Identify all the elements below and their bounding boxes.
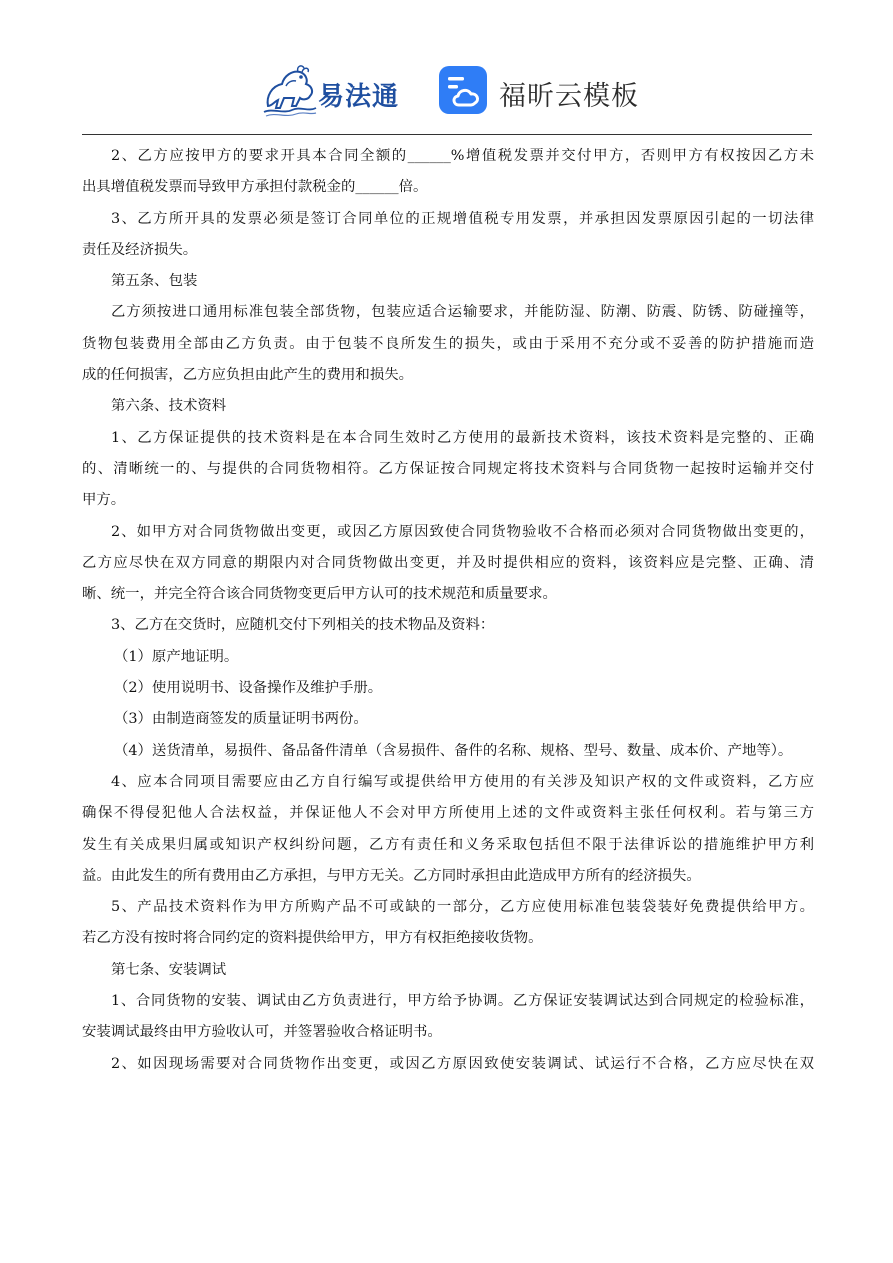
text-line: 货物包装费用全部由乙方负责。由于包装不良所发生的损失，或由于采用不充分或不妥善的防护措施而造 [82,335,814,352]
text-line: 乙方应尽快在双方同意的期限内对合同货物做出变更，并及时提供相应的资料，该资料应是完整、正确、清 [82,554,814,571]
text-line: 乙方须按进口通用标准包装全部货物，包装应适合运输要求，并能防湿、防潮、防震、防锈、防碰撞等， [111,304,814,321]
text-line: 2、如甲方对合同货物做出变更，或因乙方原因致使合同货物验收不合格而必须对合同货物做出变更的， [111,523,814,540]
text-line: 1、乙方保证提供的技术资料是在本合同生效时乙方使用的最新技术资料，该技术资料是完整的、正确 [111,429,814,446]
text-line: 晰、统一，并完全符合该合同货物变更后甲方认可的技术规范和质量要求。 [82,586,557,603]
section-heading: 第六条、技术资料 [111,398,227,415]
text-line: 益。由此发生的所有费用由乙方承担，与甲方无关。乙方同时承担由此造成甲方所有的经济损失。 [82,867,701,884]
text-line: 2、乙方应按甲方的要求开具本合同全额的______%增值税发票并交付甲方，否则甲方有权按因乙方未 [111,148,814,164]
yifatong-logo [262,62,420,120]
qilin-seal-logo-icon [262,62,318,120]
text-line: 安装调试最终由甲方验收认可，并签署验收合格证明书。 [82,1024,442,1041]
text-line: 确保不得侵犯他人合法权益，并保证他人不会对甲方所使用上述的文件或资料主张任何权利。若与第三方 [82,805,814,822]
logo-left-text: 易法通 [318,82,400,112]
text-line: 成的任何损害，乙方应负担由此产生的费用和损失。 [82,367,413,384]
section-heading: 第七条、安装调试 [111,961,227,978]
text-line: 1、合同货物的安装、调试由乙方负责进行，甲方给予协调。乙方保证安装调试达到合同规定的检验标准， [111,993,814,1010]
document-body [82,141,814,1080]
text-line: 甲方。 [82,492,126,509]
text-line: 5、产品技术资料作为甲方所购产品不可或缺的一部分，乙方应使用标准包装袋装好免费提供给甲方。 [111,899,814,916]
list-item: （3）由制造商签发的质量证明书两份。 [114,711,368,728]
foxit-template-logo [437,64,637,118]
list-item: （2）使用说明书、设备操作及维护手册。 [114,680,383,697]
text-line: 责任及经济损失。 [82,241,198,258]
list-item: （1）原产地证明。 [114,648,239,665]
header-divider [82,134,812,135]
section-heading: 第五条、包装 [111,273,198,290]
text-line: 3、乙方在交货时，应随机交付下列相关的技术物品及资料： [111,617,495,634]
text-line: 的、清晰统一的、与提供的合同货物相符。乙方保证按合同规定将技术资料与合同货物一起按时运输并交付 [82,460,814,477]
logo-right-text: 福昕云模板 [499,81,639,112]
text-line: 3、乙方所开具的发票必须是签订合同单位的正规增值税专用发票，并承担因发票原因引起的一切法律 [111,210,814,227]
text-line: 发生有关成果归属或知识产权纠纷问题，乙方有责任和义务采取包括但不限于法律诉讼的措施维护甲方利 [82,836,814,853]
list-item: （4）送货清单，易损件、备品备件清单（含易损件、备件的名称、规格、型号、数量、成本价、产地等）。 [114,742,793,759]
page-header [0,56,893,126]
text-line: 若乙方没有按时将合同约定的资料提供给甲方，甲方有权拒绝接收货物。 [82,930,543,947]
text-line: 4、应本合同项目需要应由乙方自行编写或提供给甲方使用的有关涉及知识产权的文件或资料，乙方应 [111,773,814,790]
cloud-document-icon [437,64,489,116]
text-line: 出具增值税发票而导致甲方承担付款税金的______倍。 [82,179,428,196]
text-line: 2、如因现场需要对合同货物作出变更，或因乙方原因致使安装调试、试运行不合格，乙方应尽快在双 [111,1055,814,1072]
